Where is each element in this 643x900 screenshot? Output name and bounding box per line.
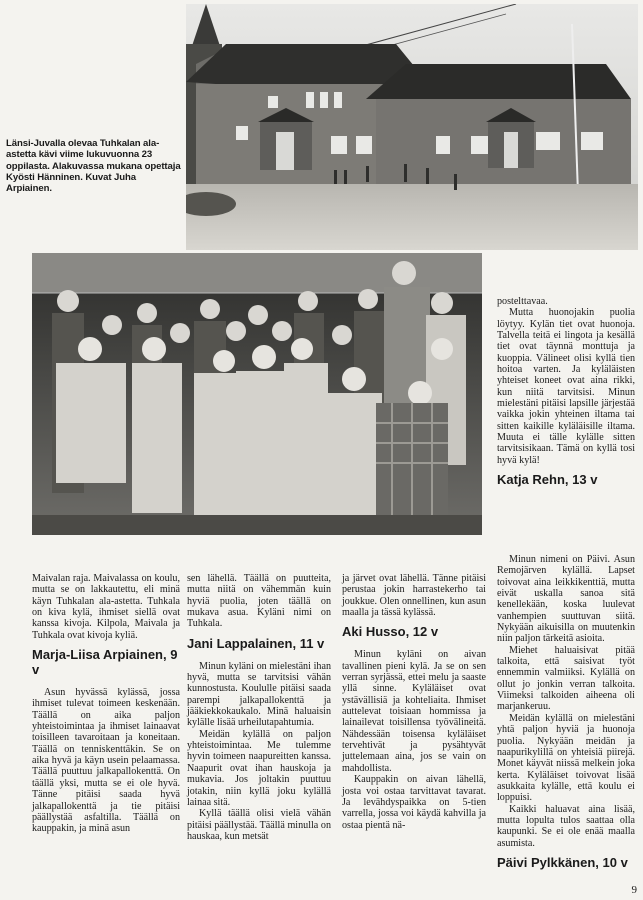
photo-caption: Länsi-Juvalla olevaa Tuhkalan ala-astetta kävi viime lukuvuonna 23 oppilasta. Alakuvassa mukana opettaja Kyösti Hänninen. Kuvat Juha Arpiainen. bbox=[6, 138, 181, 195]
author-signature: Aki Husso, 12 v bbox=[342, 624, 439, 640]
paragraph: postelttavaa. bbox=[497, 296, 548, 307]
paragraph: Mutta huonojakin puolia löytyy. Kylän tiet ovat huonoja. Talvella teitä ei lingota ja kesällä tiet ovat täynnä monttuja ja kuoppia. Välineet olisi kyllä tien hoitoa varten. Ja kyläläisten yhteiset koneet ovat aina rikki, kun niitä tarvitsisi. Minun mielestäni pitäisi lapsille järjestää vaikka jokin yhteinen iltama tai sitten kaikille kyläläisille iltama. Muuta ei tälle kylälle sitten tarvitsisikaan. Tämä on kyllä tosi hyvä kylä! bbox=[497, 307, 635, 466]
paragraph: Minun kyläni on aivan tavallinen pieni kylä. Ja se on sen verran syrjässä, ettei melu ja saaste yllä sinne. Kyläläiset ovat ystävällisiä ja kohteliaita. Ihmiset auttelevat toisiaan hommissa ja lainailevat toisillensa työvälineitä. Nähdessään toisensa kyläläiset tervehtivät ja pysähtyvät juttelemaan aina, jos se vain on mahdollista. bbox=[342, 649, 486, 774]
paragraph: Miehet haluaisivat pitää talkoita, että saisivat työt ennemmin valmiiksi. Kylällä on ollut jo jonkin verran talkoita. Viimeksi talkoiden aiheena oli marjankeruu. bbox=[497, 644, 635, 713]
paragraph: Kyllä täällä olisi vielä vähän pitäisi päällystää. Täällä minulla on hauskaa, kun metsät bbox=[187, 808, 331, 842]
class-group-photo bbox=[32, 253, 482, 535]
paragraph: ja järvet ovat lähellä. Tänne pitäisi perustaa jokin harrastekerho tai joukkue. Olen onnellinen, kun asun maalla ja tässä kylässä. bbox=[342, 573, 486, 619]
school-building-photo bbox=[186, 4, 638, 250]
paragraph: Maivalan raja. Maivalassa on koulu, mutta se on lakkautettu, eli minä käyn Tuhkalan ala-astetta. Tuhkala on kiva kylä, ihmiset siellä ovat kanssa kivoja. Kilpola, Maivala ja Tuhkala ovat kivoja kyliä. bbox=[32, 573, 180, 641]
article-katja-continued bbox=[497, 296, 635, 497]
paragraph: Meidän kylällä on mielestäni yhtä paljon hyviä ja huonoja puolia. Nykyään meidän ja naapurikylillä on yhteisiä piirejä. Monet käyvät niissä melkein joka kerta. Kyläläiset toivovat lisää asukkaita kylälle, että koulu ei loppuisi. bbox=[497, 712, 635, 804]
paragraph: Meidän kylällä on paljon yhteistoimintaa. Me tulemme hyvin toimeen naapureitten kanssa. Naapurit ovat ihan hauskoja ja mukavia. Jos joltakin puuttuu jotakin, niin kyllä joku kylällä lainaa sitä. bbox=[187, 728, 331, 808]
article-column-2 bbox=[187, 573, 331, 842]
article-column-4 bbox=[497, 554, 635, 880]
paragraph: Minun kyläni on mielestäni ihan hyvä, mutta se tarvitsisi vähän kunnostusta. Koululle pitäisi saada parempi jalkapallokenttä ja jääkiekkokaukalo. Minä haluaisin kylälle lisää urheilutapahtumia. bbox=[187, 660, 331, 729]
author-signature: Katja Rehn, 13 v bbox=[497, 472, 598, 488]
paragraph: Kauppakin on aivan lähellä, josta voi ostaa tarvittavat tavarat. Ja levähdyspaikka on 5-tien varrella, jossa voi käydä kahvilla ja ostaa pientä nä- bbox=[342, 774, 486, 831]
author-signature: Marja-Liisa Arpiainen, 9 v bbox=[32, 647, 178, 678]
author-signature: Päivi Pylkkänen, 10 v bbox=[497, 854, 628, 870]
paragraph: sen lähellä. Täällä on puutteita, mutta niitä on vähemmän kuin hyviä puolia, joten täällä on mukava asua. Kyläni nimi on Tuhkala. bbox=[187, 573, 331, 630]
page-number: 9 bbox=[631, 884, 637, 896]
article-column-1 bbox=[32, 573, 180, 835]
paragraph: Minun nimeni on Päivi. Asun Remojärven kylällä. Lapset toivovat aina leikkikenttiä, mutta eivät uskalla sanoa sitä kenellekään, koska luulevat vanhempien suuttuvan siitä. Nykyään aikuisilla on muutenkin niin paljon tärkeitä asioita. bbox=[497, 554, 635, 645]
paragraph: Asun hyvässä kylässä, jossa ihmiset tulevat toimeen keskenään. Täällä on aika paljon yhteistoimintaa ja ihmiset lainaavat toisilleen tavaroitaan ja koneitaan. Täällä on tenniskenttäkin. Se on aika hyvä ja käyn usein pelaamassa. Täällä puuttuu jalkapallokenttä. On täällä yksi, mutta se ei ole hyvä. Tänne pitäisi saada hyvä jalkapallokenttä ja tie pitäisi päällystää asfaltilla. Täällä on kauppakin, ja minä asun bbox=[32, 687, 180, 835]
author-signature: Jani Lappalainen, 11 v bbox=[187, 635, 325, 651]
article-column-3 bbox=[342, 573, 486, 831]
paragraph: Kaikki haluavat aina lisää, mutta lopulta tulos saattaa olla kaupunki. Se ei ole enää maalla asumista. bbox=[497, 803, 635, 849]
